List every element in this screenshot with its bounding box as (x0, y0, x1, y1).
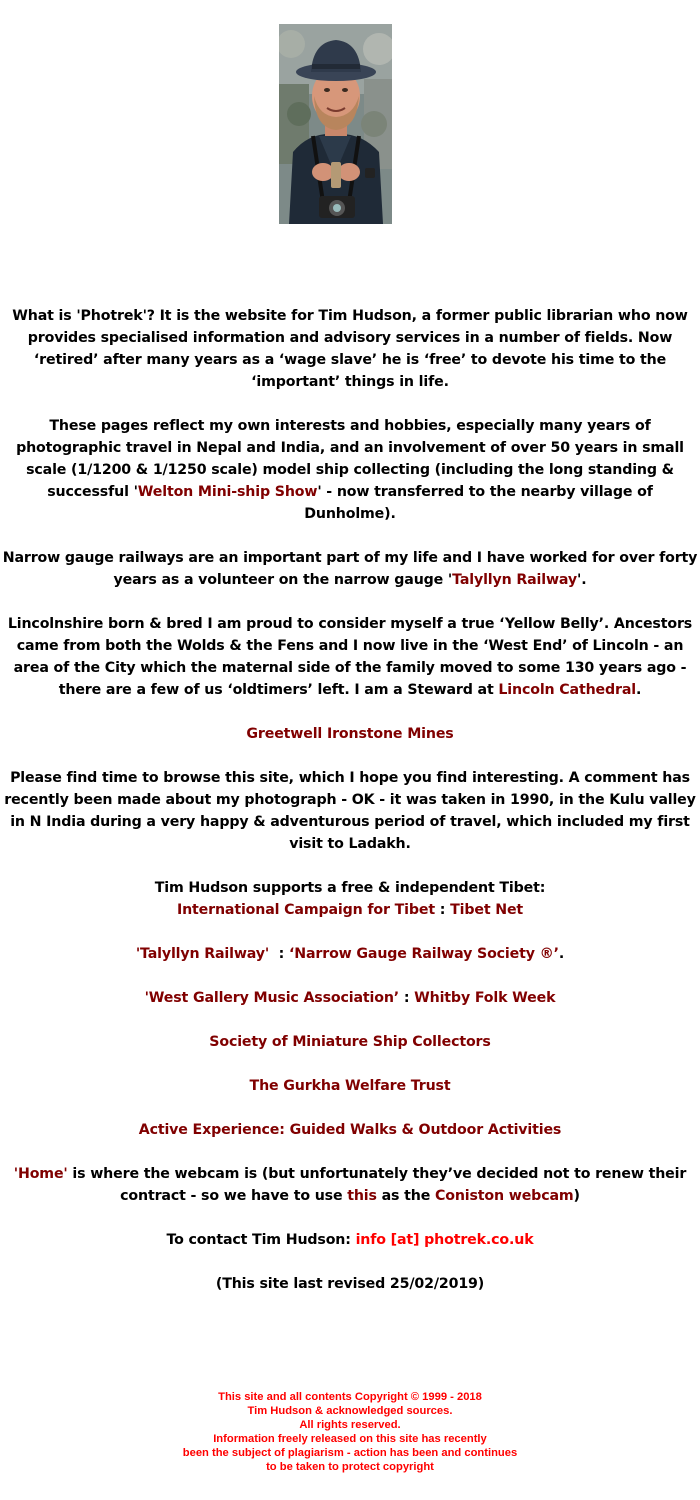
intro-paragraph (0, 305, 700, 393)
railway-links-separator: : (269, 946, 289, 962)
contact-paragraph (0, 1229, 700, 1251)
webcam-paragraph (0, 1163, 700, 1207)
contact-label: To contact Tim Hudson: (166, 1232, 356, 1248)
tibet-paragraph (0, 877, 700, 921)
webcam-text: is where the webcam is (but unfortunately they’ve decided not to renew their contract - so we have to use (67, 1166, 687, 1204)
lincoln-paragraph (0, 613, 700, 701)
railway-links-end: . (558, 946, 565, 962)
welton-mini-ship-show-link[interactable]: Welton Mini-ship Show (137, 484, 318, 500)
society-of-miniature-ship-collectors-link[interactable]: Society of Miniature Ship Collectors (209, 1034, 491, 1050)
copyright-line: Tim Hudson & acknowledged sources. (247, 1405, 453, 1417)
railways-paragraph (0, 547, 700, 591)
interests-text-end: ' - now transferred to the nearby village of Dunholme). (304, 484, 653, 522)
active-experience-link[interactable]: Active Experience: Guided Walks & Outdoor Activities (138, 1122, 562, 1138)
talyllyn-railway-link[interactable]: Talyllyn Railway (452, 572, 578, 588)
greetwell-ironstone-mines-link[interactable]: Greetwell Ironstone Mines (246, 726, 454, 742)
webcam-text-2: as the (376, 1188, 435, 1204)
webcam-text-end: ) (573, 1188, 580, 1204)
browse-paragraph (0, 767, 700, 855)
copyright-line: This site and all contents Copyright © 1999 - 2018 (218, 1391, 482, 1403)
gurkha-welfare-trust-link[interactable]: The Gurkha Welfare Trust (249, 1078, 451, 1094)
music-separator: : (399, 990, 415, 1006)
lincoln-text-end: . (636, 682, 642, 698)
smsc-paragraph (0, 1031, 700, 1053)
revised-paragraph (0, 1273, 700, 1295)
railways-text: Narrow gauge railways are an important part of my life and I have worked for over forty years as a volunteer on the narrow gauge ' (2, 550, 698, 588)
copyright-line: to be taken to protect copyright (266, 1461, 434, 1473)
international-campaign-for-tibet-link[interactable]: International Campaign for Tibet (176, 902, 435, 918)
gurkha-paragraph (0, 1075, 700, 1097)
copyright-line: been the subject of plagiarism - action has been and continues (182, 1447, 518, 1459)
tibet-heading: Tim Hudson supports a free & independent Tibet: (154, 880, 546, 896)
active-experience-paragraph (0, 1119, 700, 1141)
west-gallery-music-association-link[interactable]: 'West Gallery Music Association’ (144, 990, 400, 1006)
interests-paragraph (0, 415, 700, 525)
copyright-line: All rights reserved. (299, 1419, 401, 1431)
tibet-separator: : (434, 902, 451, 918)
music-paragraph (0, 987, 700, 1009)
railway-links-paragraph (0, 943, 700, 965)
lincoln-cathedral-link[interactable]: Lincoln Cathedral (498, 682, 636, 698)
copyright-notice (0, 1390, 700, 1474)
railways-text-end: '. (577, 572, 587, 588)
profile-photo (279, 24, 392, 224)
interests-text: These pages reflect my own interests and hobbies, especially many years of photographic travel in Nepal and India, and an involvement of over 50 years in small scale (1/1200 & 1/1250 scale) model ship collecting (including the long standing & successful ' (16, 418, 684, 500)
whitby-folk-week-link[interactable]: Whitby Folk Week (414, 990, 556, 1006)
main-content (0, 305, 700, 1317)
this-link[interactable]: this (347, 1188, 377, 1204)
home-webcam-link[interactable]: 'Home' (13, 1166, 68, 1182)
last-revised-text: (This site last revised 25/02/2019) (215, 1276, 485, 1292)
talyllyn-railway-link-2[interactable]: 'Talyllyn Railway' (135, 946, 270, 962)
greetwell-paragraph (0, 723, 700, 745)
browse-text: Please find time to browse this site, which I hope you find interesting. A comment has recently been made about my photograph - OK - it was taken in 1990, in the Kulu valley in N India during a very happy & adventurous period of travel, which included my first visit to Ladakh. (4, 770, 696, 852)
lincoln-text: Lincolnshire born & bred I am proud to consider myself a true ‘Yellow Belly’. Ancestors came from both the Wolds & the Fens and I now live in the ‘West End’ of Lincoln - an area of the City which the maternal side of the family moved to some 130 years ago - there are a few of us ‘oldtimers’ left. I am a Steward at (7, 616, 693, 698)
narrow-gauge-railway-society-link[interactable]: ‘Narrow Gauge Railway Society ®’ (288, 946, 559, 962)
intro-text: What is 'Photrek'? It is the website for Tim Hudson, a former public librarian who now provides specialised information and advisory services in a number of fields. Now ‘retired’ after many years as a ‘wage slave’ he is ‘free’ to devote his time to the ‘important’ things in life. (12, 308, 688, 390)
copyright-line: Information freely released on this site has recently (213, 1433, 487, 1445)
tibet-net-link[interactable]: Tibet Net (450, 902, 524, 918)
contact-email-link[interactable]: info [at] photrek.co.uk (355, 1232, 534, 1248)
coniston-webcam-link[interactable]: Coniston webcam (434, 1188, 574, 1204)
